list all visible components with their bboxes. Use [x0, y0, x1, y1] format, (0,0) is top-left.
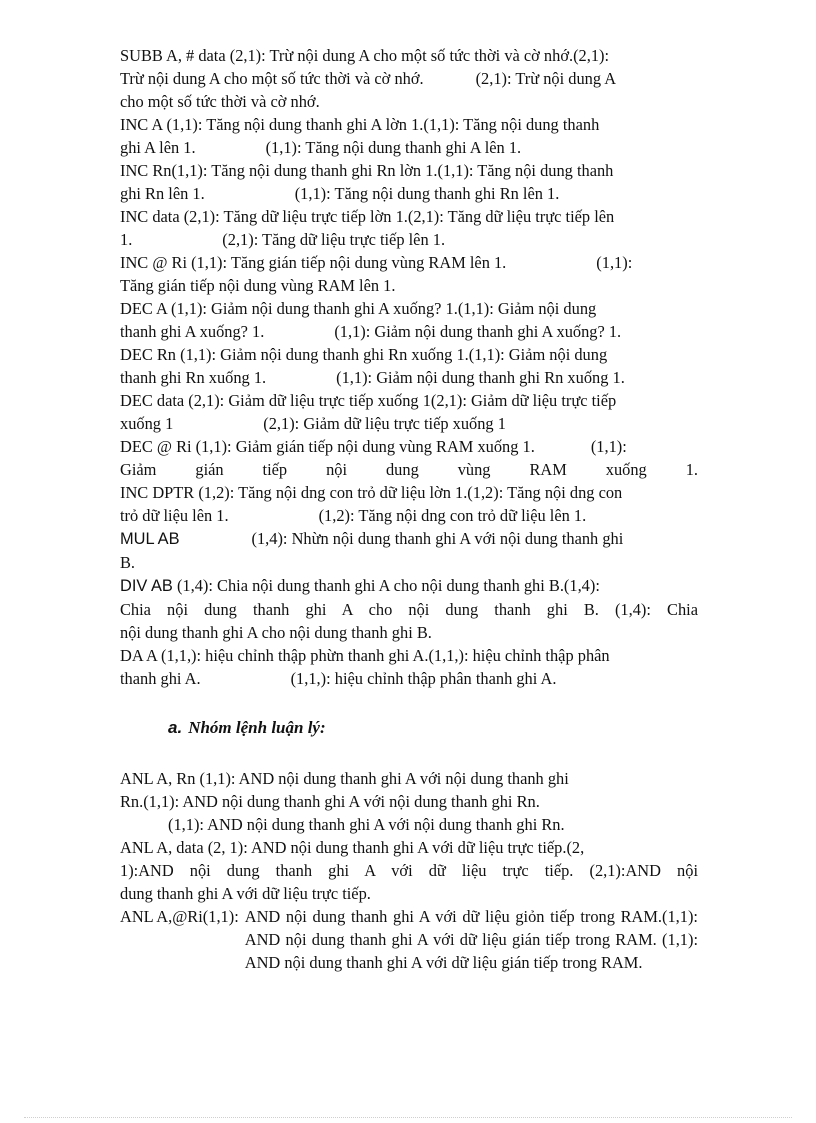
- text-line: 1. (2,1): Tăng dữ liệu trực tiếp lên 1.: [120, 230, 446, 249]
- text-line: thanh ghi A xuống? 1. (1,1): Giảm nội dung thanh ghi A xuống? 1.: [120, 322, 622, 341]
- text-line: 1):AND nội dung thanh ghi A với dữ liệu trực tiếp. (2,1):AND nội: [120, 861, 698, 880]
- text-line: (1,1): AND nội dung thanh ghi A với nội dung thanh ghi Rn.: [168, 815, 565, 834]
- text-line: Tăng gián tiếp nội dung vùng RAM lên 1.: [120, 276, 396, 295]
- text-line: ANL A, Rn (1,1): AND nội dung thanh ghi A với nội dung thanh ghi: [120, 769, 569, 788]
- text-line: SUBB A, # data (2,1): Trừ nội dung A cho một số tức thời và cờ nhớ.(2,1):: [120, 46, 610, 65]
- text-line: DIV AB (1,4): Chia nội dung thanh ghi A cho nội dung thanh ghi B.(1,4):: [120, 576, 600, 595]
- text-line: thanh ghi Rn xuống 1. (1,1): Giảm nội dung thanh ghi Rn xuống 1.: [120, 368, 625, 387]
- text-line: DEC A (1,1): Giảm nội dung thanh ghi A xuống? 1.(1,1): Giảm nội dung: [120, 299, 597, 318]
- text-line: DA A (1,1,): hiệu chỉnh thập phừn thanh ghi A.(1,1,): hiệu chỉnh thập phân: [120, 646, 610, 665]
- text-line: cho một số tức thời và cờ nhớ.: [120, 92, 320, 111]
- text-line: xuống 1 (2,1): Giảm dữ liệu trực tiếp xuống 1: [120, 414, 506, 433]
- text-line: ghi A lên 1. (1,1): Tăng nội dung thanh ghi A lên 1.: [120, 138, 522, 157]
- text-line: thanh ghi A. (1,1,): hiệu chỉnh thập phân thanh ghi A.: [120, 669, 557, 688]
- page-footer-divider: [24, 1117, 792, 1118]
- text-line: INC data (2,1): Tăng dữ liệu trực tiếp lờn 1.(2,1): Tăng dữ liệu trực tiếp lên: [120, 207, 615, 226]
- text-line: nội dung thanh ghi A cho nội dung thanh ghi B.: [120, 623, 432, 642]
- text-line: INC A (1,1): Tăng nội dung thanh ghi A lờn 1.(1,1): Tăng nội dung thanh: [120, 115, 600, 134]
- text-line: B.: [120, 553, 136, 572]
- entry-label: ANL A,@Ri(1,1):: [120, 907, 239, 926]
- text-line: Trừ nội dung A cho một số tức thời và cờ nhớ. (2,1): Trừ nội dung A: [120, 69, 617, 88]
- text-line: INC Rn(1,1): Tăng nội dung thanh ghi Rn lờn 1.(1,1): Tăng nội dung thanh: [120, 161, 614, 180]
- text-line: ghi Rn lên 1. (1,1): Tăng nội dung thanh ghi Rn lên 1.: [120, 184, 560, 203]
- text-line: MUL AB (1,4): Nhừn nội dung thanh ghi A với nội dung thanh ghi: [120, 529, 624, 548]
- document-body: [120, 44, 698, 974]
- text-line: ANL A, data (2, 1): AND nội dung thanh ghi A với dữ liệu trực tiếp.(2,: [120, 838, 585, 857]
- text-line: Rn.(1,1): AND nội dung thanh ghi A với nội dung thanh ghi Rn.: [120, 792, 540, 811]
- text-line: trỏ dữ liệu lên 1. (1,2): Tăng nội dng con trỏ dữ liệu lên 1.: [120, 506, 587, 525]
- text-line: dung thanh ghi A với dữ liệu trực tiếp.: [120, 884, 371, 903]
- text-line: DEC @ Ri (1,1): Giảm gián tiếp nội dung vùng RAM xuống 1. (1,1):: [120, 437, 627, 456]
- entry-body: AND nội dung thanh ghi A với dữ liệu giỏn tiếp trong RAM.(1,1): AND nội dung thanh ghi A với dữ liệu gián tiếp trong RAM. (1,1): AND nội dung thanh ghi A với dữ liệu gián tiếp trong RAM.: [244, 907, 698, 972]
- text-line: DEC Rn (1,1): Giảm nội dung thanh ghi Rn xuống 1.(1,1): Giảm nội dung: [120, 345, 608, 364]
- text-line: DEC data (2,1): Giảm dữ liệu trực tiếp xuống 1(2,1): Giảm dữ liệu trực tiếp: [120, 391, 617, 410]
- hanging-entry: [120, 905, 698, 974]
- text-line: INC @ Ri (1,1): Tăng gián tiếp nội dung vùng RAM lên 1. (1,1):: [120, 253, 633, 272]
- text-line: Giảm gián tiếp nội dung vùng RAM xuống 1.: [120, 460, 698, 479]
- text-line: Chia nội dung thanh ghi A cho nội dung thanh ghi B. (1,4): Chia: [120, 600, 698, 619]
- section-heading: a. Nhóm lệnh luận lý:: [168, 718, 326, 737]
- text-line: INC DPTR (1,2): Tăng nội dng con trỏ dữ liệu lờn 1.(1,2): Tăng nội dng con: [120, 483, 623, 502]
